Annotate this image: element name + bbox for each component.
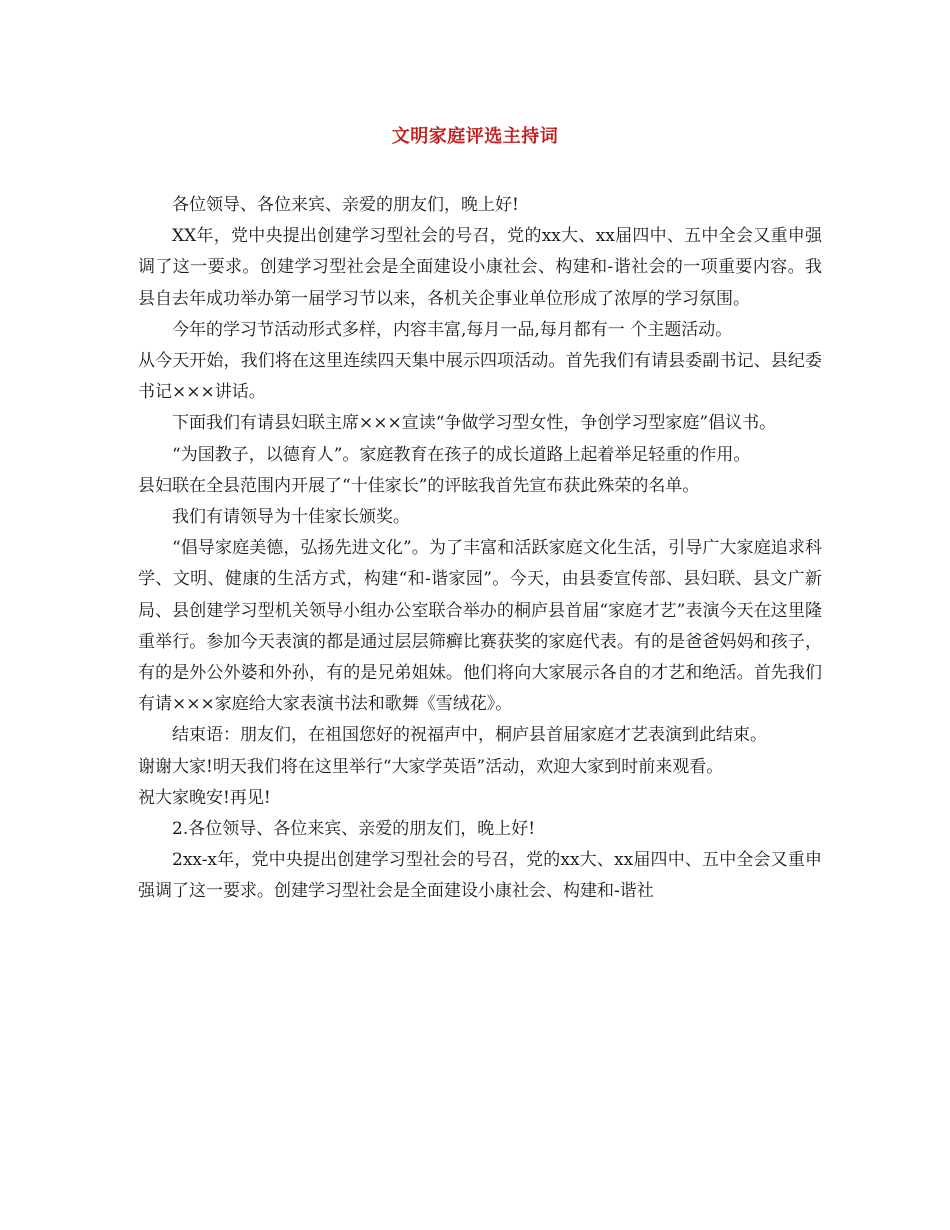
paragraph-top-ten-parents: 县妇联在全县范围内开展了“十佳家长”的评眩我首先宣布获此殊荣的名单。 — [138, 475, 700, 496]
paragraph-second-learning-society: 2xx-x年，党中央提出创建学习型社会的号召，党的xx大、xx届四中、五中全会又重申强调了这一要求。创建学习型社会是全面建设小康社会、构建和-谐社 — [138, 850, 822, 902]
paragraph-second-greeting: 2.各位领导、各位来宾、亲爱的朋友们，晚上好! — [172, 819, 536, 840]
paragraph-greeting: 各位领导、各位来宾、亲爱的朋友们，晚上好! — [172, 195, 519, 215]
document-title: 文明家庭评选主持词 — [391, 126, 559, 147]
paragraph-festival-activities: 今年的学习节活动形式多样，内容丰富,每月一品,每月都有一 个主题活动。 — [172, 319, 733, 340]
paragraph-goodnight: 祝大家晚安!再见! — [138, 787, 271, 808]
paragraph-thanks: 谢谢大家!明天我们将在这里举行“大家学英语”活动，欢迎大家到时前来观看。 — [138, 756, 724, 777]
paragraph-learning-society: XX年，党中央提出创建学习型社会的号召，党的xx大、xx届四中、五中全会又重申强调了这一要求。创建学习型社会是全面建设小康社会、构建和-谐社会的一项重要内容。我县自去年成功举办第一届学习节以来，各机关企事业单位形成了浓厚的学习氛围。 — [138, 226, 822, 309]
paragraph-proposal: 下面我们有请县妇联主席×××宣读“争做学习型女性，争创学习型家庭”倡议书。 — [172, 413, 777, 434]
paragraph-family-education: “为国教子，以德育人”。家庭教育在孩子的成长道路上起着举足轻重的作用。 — [172, 444, 751, 465]
document-body — [138, 190, 822, 908]
paragraph-closing: 结束语：朋友们，在祖国您好的祝福声中，桐庐县首届家庭才艺表演到此结束。 — [172, 725, 767, 746]
paragraph-awards: 我们有请领导为十佳家长颁奖。 — [172, 507, 410, 528]
paragraph-four-days: 从今天开始，我们将在这里连续四天集中展示四项活动。首先我们有请县委副书记、县纪委书记×××讲话。 — [138, 351, 822, 403]
paragraph-family-talent: “倡导家庭美德，弘扬先进文化”。为了丰富和活跃家庭文化生活，引导广大家庭追求科学、文明、健康的生活方式，构建“和-谐家园”。今天，由县委宣传部、县妇联、县文广新局、县创建学习型机关领导小组办公室联合举办的桐庐县首届“家庭才艺”表演今天在这里隆重举行。参加今天表演的都是通过层层筛癣比赛获奖的家庭代表。有的是爸爸妈妈和孩子，有的是外公外婆和外孙，有的是兄弟姐妹。他们将向大家展示各自的才艺和绝活。首先我们有请×××家庭给大家表演书法和歌舞《雪绒花》。 — [138, 538, 822, 715]
